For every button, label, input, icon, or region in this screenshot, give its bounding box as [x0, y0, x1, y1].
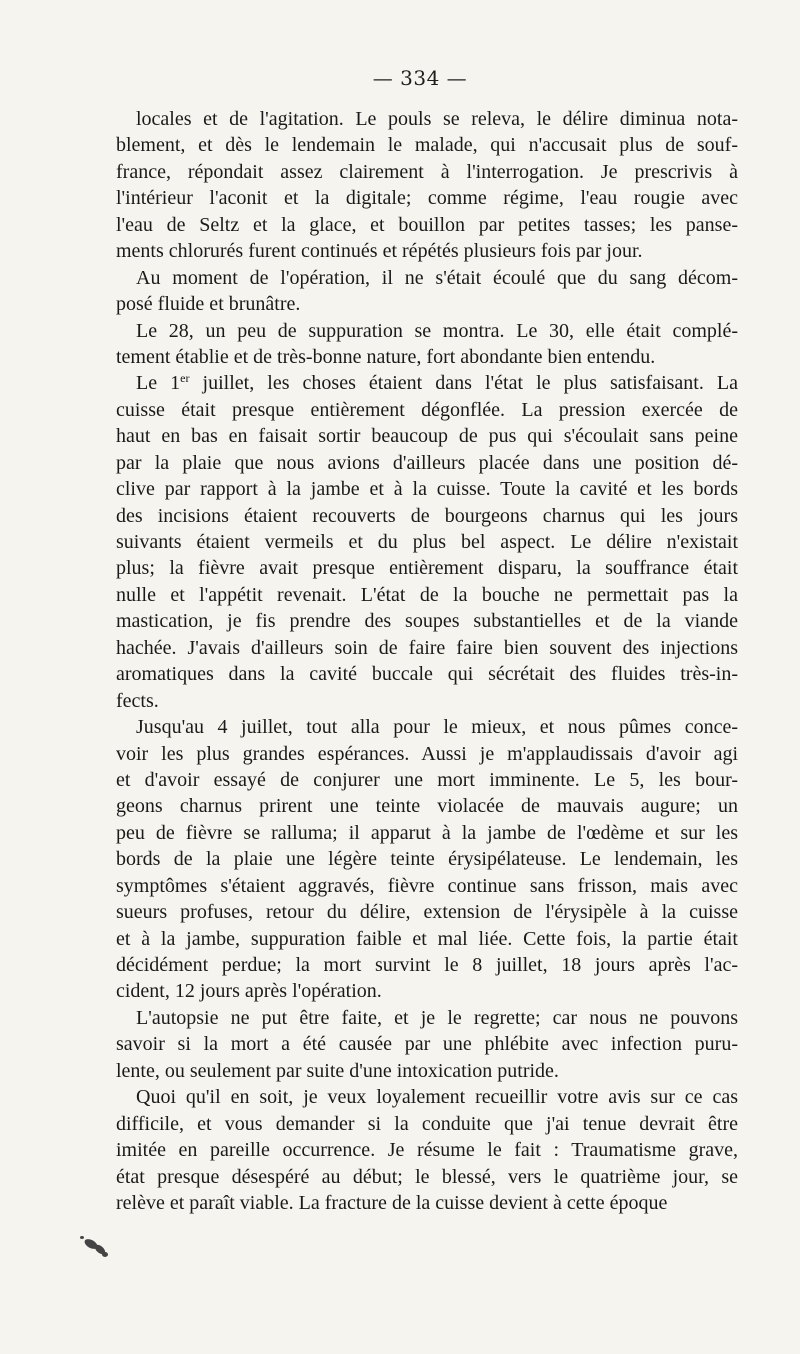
text-line: relève et paraît viable. La fracture de la cuisse devient à cette époque [116, 1191, 668, 1214]
text-line: suivants étaient vermeils et du plus bel aspect. Le délire n'existait [116, 531, 738, 553]
text-line: sueurs profuses, retour du délire, extension de l'érysipèle à la cuisse [116, 901, 738, 924]
text-line: tement établie et de très-bonne nature, fort abondante bien entendu. [116, 345, 656, 368]
text-line: ments chlorurés furent continués et répétés plusieurs fois par jour. [116, 240, 643, 263]
text-line: l'intérieur l'aconit et la digitale; comme régime, l'eau rougie avec [116, 187, 738, 210]
text-line: plus; la fièvre avait presque entièrement disparu, la souffrance était [116, 557, 738, 580]
text-line: bords de la plaie une légère teinte érysipélateuse. Le lendemain, les [116, 848, 738, 871]
text-line: locales et de l'agitation. Le pouls se releva, le délire diminua nota- [136, 108, 738, 130]
text-line: blement, et dès le lendemain le malade, qui n'accusait plus de souf- [116, 134, 738, 157]
text-line: Quoi qu'il en soit, je veux loyalement recueillir votre avis sur ce cas [136, 1086, 738, 1109]
body-text [116, 106, 738, 1216]
text-line: geons charnus prirent une teinte violacée de mauvais augure; un [116, 795, 738, 818]
paragraph-p5 [116, 714, 738, 1005]
text-line: décidément perdue; la mort survint le 8 juillet, 18 jours après l'ac- [116, 954, 738, 976]
text-line: mastication, je fis prendre des soupes substantielles et de la viande [116, 610, 738, 633]
text-line: Le 1er juillet, les choses étaient dans l'état le plus satisfaisant. La [136, 371, 739, 395]
text-line: état presque désespéré au début; le blessé, vers le quatrième jour, se [116, 1165, 738, 1188]
text-line: Au moment de l'opération, il ne s'était écoulé que du sang décom- [136, 266, 738, 289]
text-line: lente, ou seulement par suite d'une intoxication putride. [116, 1059, 559, 1082]
text-line: nulle et l'appétit revenait. L'état de la bouche ne permettait pas la [116, 583, 738, 606]
paragraph-p7 [116, 1084, 738, 1216]
text-line: des incisions étaient recouverts de bourgeons charnus qui les jours [116, 504, 738, 527]
text-line: savoir si la mort a été causée par une phlébite avec infection puru- [116, 1033, 738, 1056]
text-line: cident, 12 jours après l'opération. [116, 980, 382, 1003]
text-line: france, répondait assez clairement à l'interrogation. Je prescrivis à [116, 160, 738, 183]
paragraph-p1 [116, 106, 738, 265]
text-line: cuisse était presque entièrement dégonflée. La pression exercée de [116, 398, 738, 421]
ink-smudge-mark [76, 1230, 116, 1266]
text-line: posé fluide et brunâtre. [116, 293, 301, 316]
paragraph-p2 [116, 265, 738, 318]
page-number-header: — 334 — [372, 66, 468, 90]
text-line: clive par rapport à la jambe et à la cuisse. Toute la cavité et les bords [116, 478, 738, 501]
text-line: hachée. J'avais d'ailleurs soin de faire faire bien souvent des injections [116, 636, 738, 659]
paragraph-p6 [116, 1005, 738, 1084]
text-line: symptômes s'étaient aggravés, fièvre continue sans frisson, mais avec [116, 874, 738, 897]
paragraph-p4 [116, 370, 738, 714]
text-line: fects. [116, 689, 159, 712]
text-line: haut en bas en faisait sortir beaucoup de pus qui s'écoulait sans peine [116, 425, 738, 448]
text-line: et d'avoir essayé de conjurer une mort imminente. Le 5, les bour- [116, 768, 738, 791]
text-line: et à la jambe, suppuration faible et mal liée. Cette fois, la partie était [116, 927, 738, 950]
text-line: imitée en pareille occurrence. Je résume le fait : Traumatisme grave, [116, 1139, 738, 1162]
text-line: peu de fièvre se ralluma; il apparut à la jambe de l'œdème et sur les [116, 821, 738, 844]
text-line: l'eau de Seltz et la glace, et bouillon par petites tasses; les panse- [116, 213, 738, 236]
text-line: par la plaie que nous avions d'ailleurs placée dans une position dé- [116, 451, 738, 474]
paragraph-p3 [116, 318, 738, 371]
text-line: L'autopsie ne put être faite, et je le regrette; car nous ne pouvons [136, 1006, 738, 1029]
text-line: aromatiques dans la cavité buccale qui sécrétait des fluides très-in- [116, 663, 738, 686]
text-line: Jusqu'au 4 juillet, tout alla pour le mieux, et nous pûmes conce- [136, 716, 738, 739]
text-line: difficile, et vous demander si la conduite que j'ai tenue devrait être [116, 1112, 738, 1135]
text-line: voir les plus grandes espérances. Aussi je m'applaudissais d'avoir agi [116, 742, 738, 765]
text-line: Le 28, un peu de suppuration se montra. Le 30, elle était complé- [136, 319, 738, 342]
